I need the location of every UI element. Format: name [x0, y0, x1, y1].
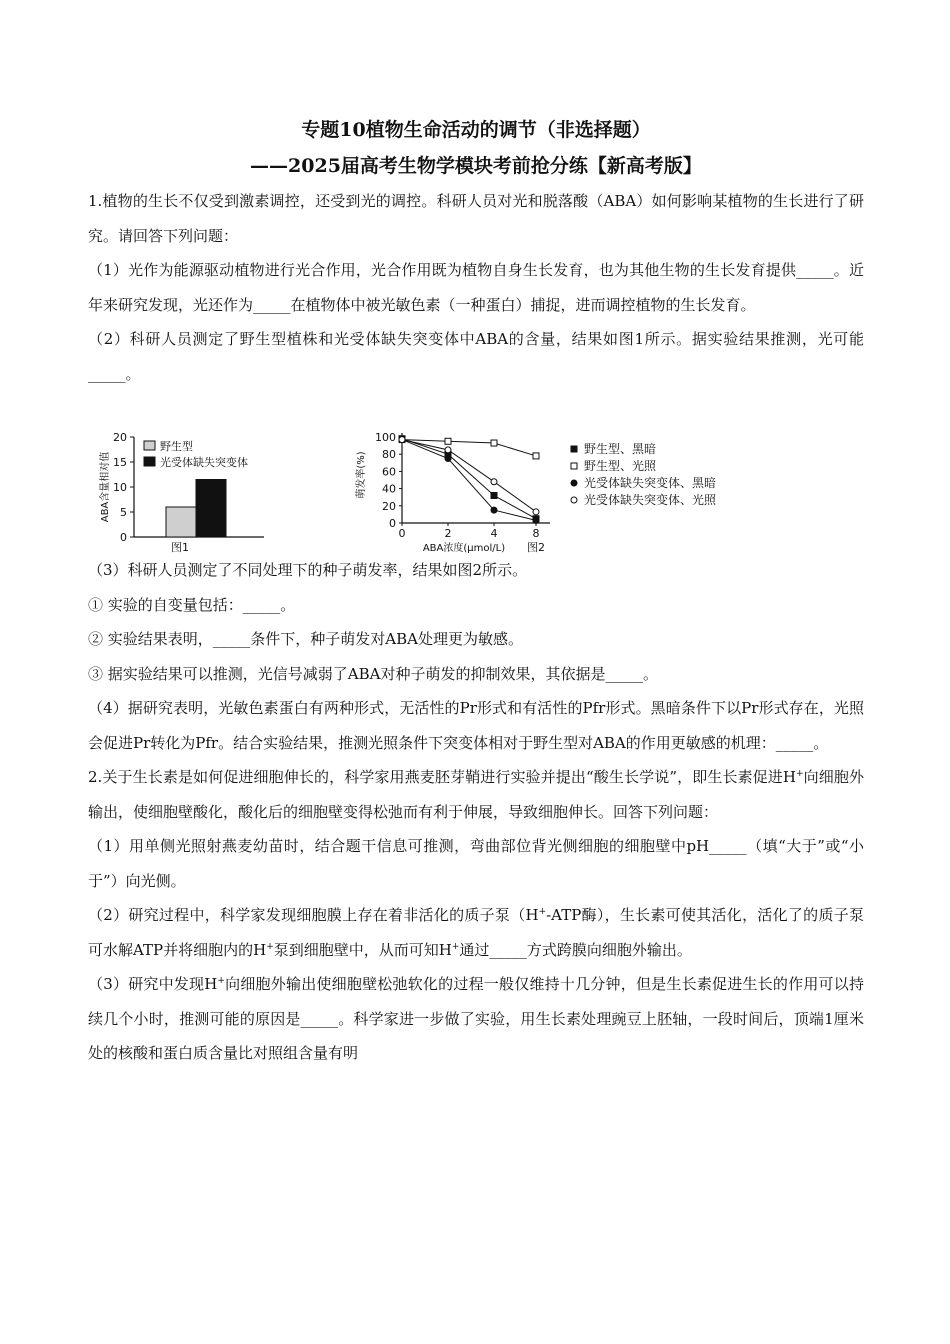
y-tick-label: 5 [120, 506, 127, 519]
marker-open-square [445, 438, 451, 444]
series-line-4 [402, 440, 536, 512]
q1-part3-b: ② 实验结果表明，_____条件下，种子萌发对ABA处理更为敏感。 [88, 630, 523, 648]
figure-1-caption: 图1 [171, 541, 189, 553]
marker-filled-circle [533, 517, 539, 523]
y-tick-label: 20 [113, 431, 127, 444]
y-tick-label: 60 [382, 465, 396, 479]
q1-part3-c: ③ 据实验结果可以推测，光信号减弱了ABA对种子萌发的抑制效果，其依据是_____。 [88, 664, 658, 683]
marker-open-circle [571, 497, 577, 503]
bar-wild-type [166, 507, 196, 537]
marker-open-circle [533, 509, 539, 515]
title-line-1: 专题10植物生命活动的调节（非选择题） [301, 119, 651, 141]
title-line-2: ——2025届高考生物学模块考前抢分练【新高考版】 [250, 155, 702, 177]
figure-2-line-chart [350, 395, 770, 553]
x-axis-label: ABA浓度(μmol/L) [422, 543, 506, 553]
y-tick-label: 10 [113, 481, 127, 494]
y-axis-label: 萌发率(%) [356, 451, 367, 499]
marker-filled-circle [571, 480, 577, 486]
y-tick-label: 80 [382, 448, 396, 462]
legend-label: 光受体缺失突变体、光照 [584, 493, 717, 507]
y-tick-label: 20 [382, 499, 396, 513]
figure-1-bar-chart [88, 395, 318, 553]
figure-area [88, 395, 864, 553]
marker-open-circle [399, 437, 405, 443]
legend-label: 野生型、黑暗 [584, 442, 657, 456]
x-tick-label: 2 [444, 527, 452, 540]
marker-open-square [571, 463, 577, 469]
y-tick-label: 0 [389, 517, 396, 530]
marker-open-square [491, 440, 497, 446]
series-line-3 [402, 440, 536, 521]
x-tick-label: 0 [398, 527, 406, 540]
y-tick-label: 0 [120, 531, 127, 544]
q1-part3: （3）科研人员测定了不同处理下的种子萌发率，结果如图2所示。 [88, 561, 528, 579]
document-page [88, 112, 864, 1071]
marker-open-circle [491, 479, 497, 485]
marker-filled-square [571, 446, 577, 452]
y-tick-label: 15 [113, 456, 127, 469]
q2-intro: 2.关于生长素是如何促进细胞伸长的，科学家用燕麦胚芽鞘进行实验并提出“酸生长学说”，即生长素促进H+向细胞外输出，使细胞壁酸化，酸化后的细胞壁变得松弛而有利于伸展，导致细胞伸长。回答下列问题： [88, 768, 864, 821]
legend-label: 光受体缺失突变体、黑暗 [584, 476, 717, 490]
series-line-1 [402, 439, 536, 519]
legend-swatch [144, 457, 155, 466]
legend-label: 野生型、光照 [584, 459, 657, 473]
marker-open-circle [445, 447, 451, 453]
y-axis-label: ABA含量相对值 [100, 451, 111, 523]
figure-2-caption: 图2 [527, 541, 545, 553]
x-tick-label: 8 [532, 527, 540, 540]
bar-mutant [196, 480, 226, 538]
q2-part1: （1）用单侧光照射燕麦幼苗时，结合题干信息可推测，弯曲部位背光侧细胞的细胞壁中pH_____（填“大于”或“小于”）向光侧。 [88, 837, 864, 890]
marker-filled-square [491, 492, 497, 498]
x-tick-label: 4 [490, 527, 498, 540]
marker-filled-circle [445, 456, 451, 462]
q1-part1: （1）光作为能源驱动植物进行光合作用，光合作用既为植物自身生长发育，也为其他生物的生长发育提供_____。近年来研究发现，光还作为_____在植物体中被光敏色素（一种蛋白）捕捉，进而调控植物的生长发育。 [88, 261, 864, 314]
q2-part3: （3）研究中发现H+向细胞外输出使细胞壁松弛软化的过程一般仅维持十几分钟，但是生长素促进生长的作用可以持续几个小时，推测可能的原因是_____。科学家进一步做了实验，用生长素处理豌豆上胚轴，一段时间后，顶端1厘米处的核酸和蛋白质含量比对照组含量有明 [88, 975, 864, 1062]
marker-filled-circle [491, 507, 497, 513]
marker-open-square [533, 453, 539, 459]
q1-intro: 1.植物的生长不仅受到激素调控，还受到光的调控。科研人员对光和脱落酸（ABA）如何影响某植物的生长进行了研究。请回答下列问题： [88, 192, 864, 245]
legend-swatch [144, 441, 155, 450]
q1-part3-a: ① 实验的自变量包括：_____。 [88, 595, 296, 614]
y-tick-label: 100 [375, 431, 396, 444]
q1-part4: （4）据研究表明，光敏色素蛋白有两种形式，无活性的Pr形式和有活性的Pfr形式。黑暗条件下以Pr形式存在，光照会促进Pr转化为Pfr。结合实验结果，推测光照条件下突变体相对于野生型对ABA的作用更敏感的机理：_____。 [88, 699, 864, 752]
q2-part2: （2）研究过程中，科学家发现细胞膜上存在着非活化的质子泵（H+-ATP酶），生长素可使其活化，活化了的质子泵可水解ATP并将细胞内的H+泵到细胞壁中，从而可知H+通过_____方式跨膜向细胞外输出。 [88, 906, 864, 959]
q1-part2: （2）科研人员测定了野生型植株和光受体缺失突变体中ABA的含量，结果如图1所示。据实验结果推测，光可能_____。 [88, 330, 864, 383]
legend-label: 野生型 [160, 440, 193, 453]
y-tick-label: 40 [382, 482, 396, 496]
legend-label: 光受体缺失突变体 [160, 456, 248, 469]
